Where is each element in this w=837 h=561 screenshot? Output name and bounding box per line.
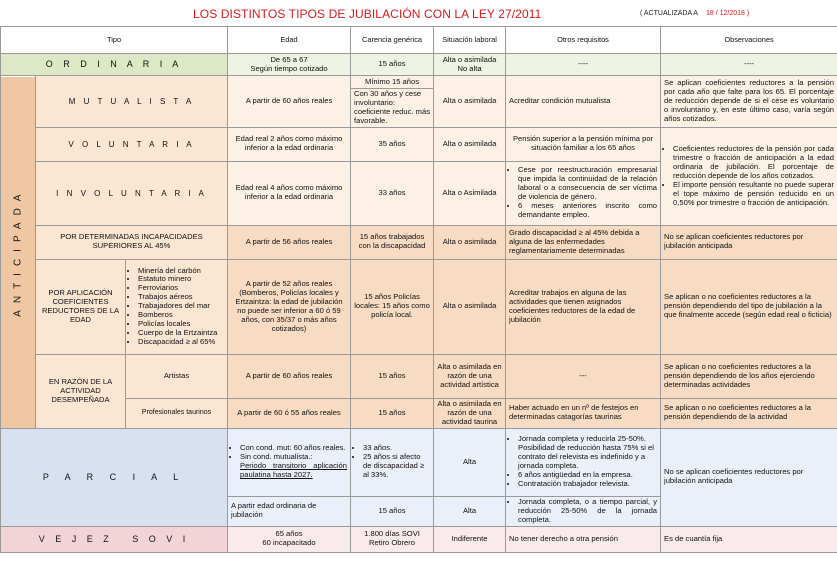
vejez-carencia: 1.800 días SOVI Retiro Obrero: [351, 526, 434, 552]
row-coeficientes: [1, 259, 837, 354]
involuntaria-tipo: I N V O L U N T A R I A: [36, 161, 228, 225]
actividad-tipo: EN RAZÓN DE LA ACTIVIDAD DESEMPEÑADA: [36, 354, 126, 428]
ordinaria-otros: ----: [506, 54, 661, 76]
involuntaria-otros-item: • Cese por reestructuración empresarial que impida la continuidad de la relación laboral o a consecuencia de ser víctima de violencia de género.: [518, 166, 657, 202]
ordinaria-carencia: 15 años: [351, 54, 434, 76]
vol-invol-obs-item: • Coeficientes reductores de la pensión por cada trimestre o fracción de anticipación a la edad ordinaria de jubilación. El porcentaje de reducción depende de los años cotizados.: [673, 145, 834, 181]
involuntaria-situacion: Alta o Asimilada: [434, 161, 506, 225]
vejez-obs: Es de cuantía fija: [661, 526, 837, 552]
vejez-otros: No tener derecho a otra pensión: [506, 526, 661, 552]
artistas-otros: ---: [506, 354, 661, 398]
mutualista-carencia-min: Mínimo 15 años: [351, 76, 434, 89]
row-vejez: [1, 526, 837, 552]
involuntaria-edad: Edad real 4 años como máximo inferior a la edad ordinaria: [228, 161, 351, 225]
coef-item: • Bomberos: [138, 311, 224, 320]
parcial-carencia: [351, 428, 434, 496]
involuntaria-otros-item: • 6 meses anteriores inscrito como demandante empleo.: [518, 202, 657, 220]
row-parcial: [1, 428, 837, 496]
ordinaria-edad: De 65 a 67 Según tiempo cotizado: [228, 54, 351, 76]
vol-invol-obs: [661, 127, 837, 225]
incapacidades-edad: A partir de 56 años reales: [228, 225, 351, 259]
vejez-edad: 65 años 60 incapacitado: [228, 526, 351, 552]
coef-item: • Discapacidad ≥ al 65%: [138, 338, 224, 347]
parcial-tipo: P A R C I A L: [1, 428, 228, 526]
ordinaria-tipo: O R D I N A R I A: [1, 54, 228, 76]
coef-item: • Policías locales: [138, 320, 224, 329]
coeficientes-lista: [126, 259, 228, 354]
parcial-obs: No se aplican coeficientes reductores por jubilación anticipada: [661, 428, 837, 526]
parcial-situacion: Alta: [434, 428, 506, 496]
ordinaria-situacion: Alta o asimilada No alta: [434, 54, 506, 76]
coef-item: • Ferroviarios: [138, 284, 224, 293]
parcial-carencia-b: 15 años: [351, 496, 434, 526]
incapacidades-carencia: 15 años trabajados con la discapacidad: [351, 225, 434, 259]
parcial-edad-item: [240, 453, 347, 480]
coeficientes-carencia: 15 años Policías locales: 15 años como policía local.: [351, 259, 434, 354]
updated-label: [640, 10, 749, 17]
taurinos-otros: Haber actuado en un nº de festejos en determinadas catagorías taurinas: [506, 398, 661, 428]
parcial-carencia-item: • 33 años.: [363, 444, 430, 453]
parcial-edad-sin-cond: Sin cond. mutualista.:: [240, 452, 313, 462]
involuntaria-otros: [506, 161, 661, 225]
coef-item: • Cuerpo de la Ertzaintza: [138, 329, 224, 338]
vejez-situacion: Indiferente: [434, 526, 506, 552]
coef-item: • Trabajadores del mar: [138, 302, 224, 311]
header-carencia: Carencia genérica: [351, 27, 434, 54]
parcial-carencia-item: • 25 años si afecto de discapacidad ≥ al 33%.: [363, 453, 430, 480]
mutualista-otros: Acreditar condición mutualista: [506, 76, 661, 128]
incapacidades-tipo: POR DETERMINADAS INCAPACIDADES SUPERIORES AL 45%: [36, 225, 228, 259]
parcial-transitorio: Periodo transitorio aplicación paulatina hasta 2027.: [240, 461, 348, 480]
taurinos-edad: A partir de 60 ó 55 años reales: [228, 398, 351, 428]
taurinos-carencia: 15 años: [351, 398, 434, 428]
header-obs: Observaciones: [661, 27, 837, 54]
taurinos-situacion: Alta o asimilada en razón de una actividad taurina: [434, 398, 506, 428]
parcial-otros-item: • 6 años antigüedad en la empresa.: [518, 471, 657, 480]
parcial-otros-item: • Contratación trabajador relevista.: [518, 480, 657, 489]
updated-text: ( ACTUALIZADA A: [640, 10, 698, 17]
coeficientes-edad: A partir de 52 años reales (Bomberos, Policías locales y Ertzaintza: la edad de jubilación no puede ser inferior a 60 ó 59 años, con 35/37 o más años cotizados): [228, 259, 351, 354]
coeficientes-obs: Se aplican o no coeficientes reductores a la pensión dependiendo del tipo de jubilación a la que finalmente accede (según edad real o ficticia): [661, 259, 837, 354]
row-ordinaria: [1, 54, 837, 76]
parcial-edad-item: • Con cond. mut: 60 años reales.: [240, 444, 347, 453]
artistas-sub: Artistas: [126, 354, 228, 398]
incapacidades-situacion: Alta o asimilada: [434, 225, 506, 259]
row-incapacidades: [1, 225, 837, 259]
parcial-otros: [506, 428, 661, 496]
parcial-otros-b: [506, 496, 661, 526]
parcial-otros-b-item: • Jornada completa, o a tiempo parcial, y reducción 25-50% de la jornada completa.: [518, 498, 657, 525]
mutualista-carencia-cese: Con 30 años y cese involuntario: coeficiente reduc. más favorable.: [351, 89, 434, 128]
ordinaria-obs: ----: [661, 54, 837, 76]
incapacidades-obs: No se aplican coeficientes reductores por jubilación anticipada: [661, 225, 837, 259]
header-row: [1, 27, 837, 54]
anticipada-label: ANTICIPADA: [1, 76, 36, 429]
row-mutualista: [1, 76, 837, 89]
coef-item: • Minería del carbón: [138, 267, 224, 276]
involuntaria-carencia: 33 años: [351, 161, 434, 225]
coeficientes-situacion: Alta o asimilada: [434, 259, 506, 354]
vol-invol-obs-item: • El importe pensión resultante no puede superar el tope máximo de pensión reducido en un 0,50% por trimestre o fracción de anticipación.: [673, 181, 834, 208]
artistas-obs: Se aplican o no coeficientes reductores a la pensión dependiendo de los años ejerciendo determinadas actividades: [661, 354, 837, 398]
parcial-otros-item: • Jornada completa y reducirla 25-50%. Posibilidad de reducción hasta 75% si el contrato del relevista es indefinido y a jornada completa.: [518, 435, 657, 471]
voluntaria-otros: Pensión superior a la pensión mínima por situación familiar a los 65 años: [506, 127, 661, 161]
title-bar: [0, 0, 837, 27]
artistas-carencia: 15 años: [351, 354, 434, 398]
header-situacion: Situación laboral: [434, 27, 506, 54]
parcial-edad: [228, 428, 351, 496]
row-voluntaria: [1, 127, 837, 161]
artistas-edad: A partir de 60 años reales: [228, 354, 351, 398]
coeficientes-otros: Acreditar trabajos en alguna de las actividades que tienen asignados coeficientes reductores de la edad de jubilación: [506, 259, 661, 354]
header-edad: Edad: [228, 27, 351, 54]
page-title: LOS DISTINTOS TIPOS DE JUBILACIÓN CON LA LEY 27/2011: [193, 7, 542, 21]
artistas-situacion: Alta o asimilada en razón de una actividad artística: [434, 354, 506, 398]
mutualista-tipo: M U T U A L I S T A: [36, 76, 228, 128]
header-otros: Otros requisitos: [506, 27, 661, 54]
voluntaria-carencia: 35 años: [351, 127, 434, 161]
coef-item: • Estatuto minero: [138, 275, 224, 284]
header-tipo: Tipo: [1, 27, 228, 54]
taurinos-obs: Se aplican o no coeficientes reductores a la pensión dependiendo de la actividad: [661, 398, 837, 428]
pension-types-table: [0, 26, 837, 553]
voluntaria-situacion: Alta o asimilada: [434, 127, 506, 161]
voluntaria-tipo: V O L U N T A R I A: [36, 127, 228, 161]
vejez-tipo: V E J E Z S O V I: [1, 526, 228, 552]
coeficientes-tipo: POR APLICACIÓN COEFICIENTES REDUCTORES DE LA EDAD: [36, 259, 126, 354]
mutualista-situacion: Alta o asimilada: [434, 76, 506, 128]
mutualista-edad: A partir de 60 años reales: [228, 76, 351, 128]
voluntaria-edad: Edad real 2 años como máximo inferior a la edad ordinaria: [228, 127, 351, 161]
mutualista-obs: Se aplican coeficientes reductores a la pensión por cada año que falte para los 65. El porcentaje de reducción depende de si el cese es voluntario o involuntario y, en este último caso, varía según años cotizados.: [661, 76, 837, 128]
row-artistas: [1, 354, 837, 398]
taurinos-sub: Profesionales taurinos: [126, 398, 228, 428]
incapacidades-otros: Grado discapacidad ≥ al 45% debida a alguna de las enfermedades reglamentariamente determinadas: [506, 225, 661, 259]
coef-item: • Trabajos aéreos: [138, 293, 224, 302]
updated-date: 18 / 12/2018 ): [705, 10, 750, 17]
row-taurinos: [1, 398, 837, 428]
parcial-edad-b: A partir edad ordinaria de jubilación: [228, 496, 351, 526]
parcial-situacion-b: Alta: [434, 496, 506, 526]
